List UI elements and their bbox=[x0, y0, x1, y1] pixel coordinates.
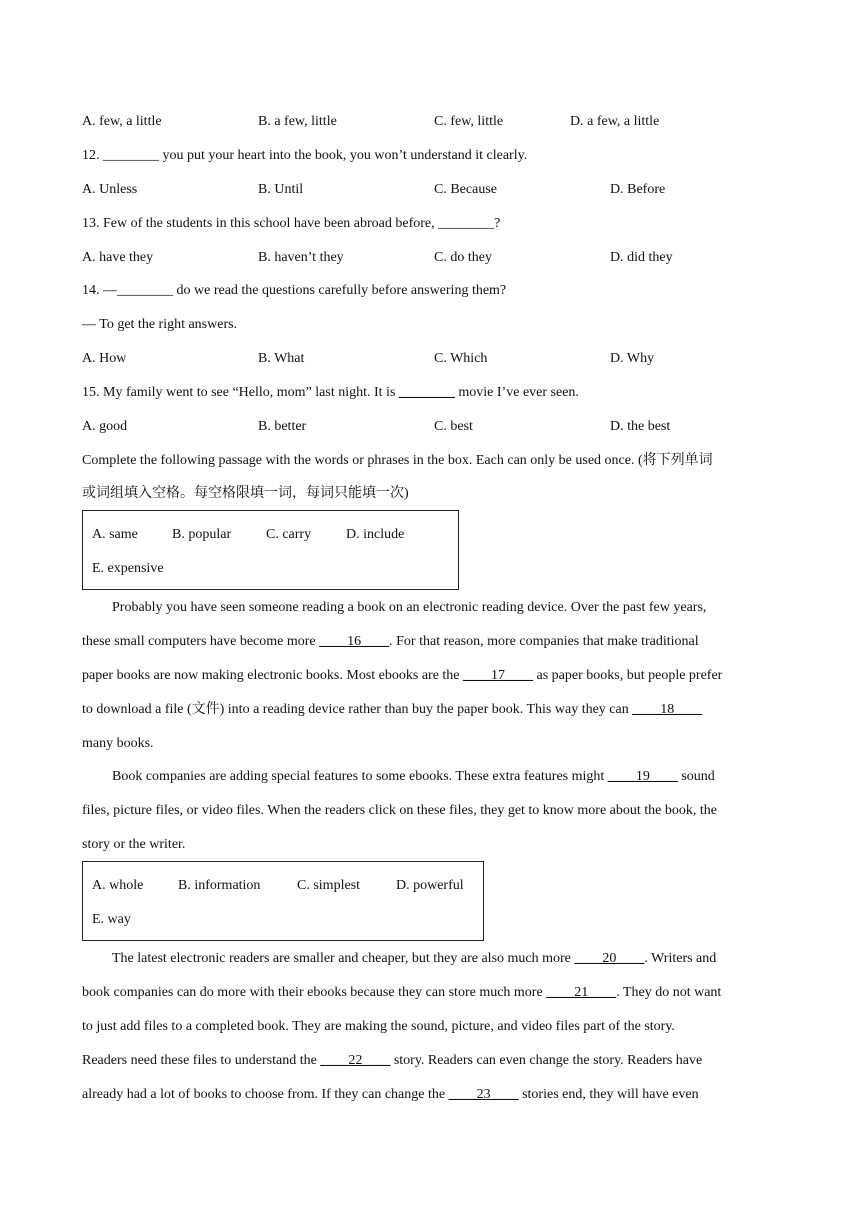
passage-3-line-2-text-b: . They do not want bbox=[616, 985, 722, 1000]
passage-3-line-2-text-a: book companies can do more with their ebooks because they can store much more bbox=[82, 985, 547, 1000]
word-box-2-option-c: C. simplest bbox=[297, 878, 361, 893]
passage-1-line-2-text-b: . For that reason, more companies that make traditional bbox=[389, 634, 699, 649]
word-box-1-option-a: A. same bbox=[92, 527, 138, 542]
blank-23: ____23____ bbox=[448, 1087, 519, 1102]
word-box-1-row-1 bbox=[92, 526, 492, 544]
q12-options bbox=[82, 181, 782, 199]
word-box-1-option-d: D. include bbox=[346, 527, 405, 542]
q15-blank: ________ bbox=[398, 385, 455, 400]
passage-2-line-1-text-a: Book companies are adding special features to some ebooks. These extra features might bbox=[112, 769, 608, 784]
q15-stem bbox=[82, 384, 579, 402]
q15-stem-after: movie I’ve ever seen. bbox=[454, 385, 579, 400]
q15-options bbox=[82, 418, 782, 436]
passage-1-line-4 bbox=[82, 701, 778, 719]
q12-option-b: B. Until bbox=[258, 182, 304, 197]
passage-3-line-1-text-a: The latest electronic readers are smaller and cheaper, but they are also much more bbox=[112, 951, 575, 966]
q14-options bbox=[82, 350, 782, 368]
passage-2-line-3: story or the writer. bbox=[82, 837, 186, 852]
q13-option-d: D. did they bbox=[610, 250, 673, 265]
word-box-2-option-b: B. information bbox=[178, 878, 261, 893]
passage-3-line-5-text-b: stories end, they will have even bbox=[518, 1087, 699, 1102]
blank-19: ____19____ bbox=[607, 769, 678, 784]
q13-option-a: A. have they bbox=[82, 250, 154, 265]
word-box-1-option-b: B. popular bbox=[172, 527, 232, 542]
passage-3-line-5 bbox=[82, 1086, 778, 1104]
passage-1-line-3 bbox=[82, 667, 778, 685]
passage-3-line-2 bbox=[82, 984, 778, 1002]
q15-option-a: A. good bbox=[82, 419, 128, 434]
q13-option-c: C. do they bbox=[434, 250, 492, 265]
q13-options bbox=[82, 249, 782, 267]
word-box-2-row-2 bbox=[92, 911, 492, 929]
q14-option-a: A. How bbox=[82, 351, 127, 366]
q14-reply: — To get the right answers. bbox=[82, 317, 238, 332]
passage-2-line-1-text-b: sound bbox=[677, 769, 715, 784]
passage-1-line-4-text-a: to download a file (文件) into a reading device rather than buy the paper book. This way they can bbox=[82, 702, 633, 717]
passage-3-line-4-text-b: story. Readers can even change the story. Readers have bbox=[390, 1053, 703, 1068]
blank-18: ____18____ bbox=[632, 702, 703, 717]
word-box-2-row-1 bbox=[92, 877, 492, 895]
q14-option-c: C. Which bbox=[434, 351, 488, 366]
q15-option-c: C. best bbox=[434, 419, 473, 434]
q14-option-b: B. What bbox=[258, 351, 305, 366]
passage-1-line-2 bbox=[82, 633, 778, 651]
q15-option-d: D. the best bbox=[610, 419, 671, 434]
word-box-2-option-a: A. whole bbox=[92, 878, 144, 893]
q11-option-d: D. a few, a little bbox=[570, 114, 660, 129]
instructions-line-1: Complete the following passage with the words or phrases in the box. Each can only be used once. (将下列单词 bbox=[82, 453, 713, 468]
passage-2-line-1 bbox=[82, 768, 778, 786]
q14-stem: 14. —________ do we read the questions carefully before answering them? bbox=[82, 283, 507, 298]
word-box-1-row-2 bbox=[92, 560, 492, 578]
q11-option-a: A. few, a little bbox=[82, 114, 162, 129]
blank-20: ____20____ bbox=[574, 951, 645, 966]
q13-stem: 13. Few of the students in this school have been abroad before, ________? bbox=[82, 216, 501, 231]
blank-22: ____22____ bbox=[320, 1053, 391, 1068]
passage-1-line-3-text-a: paper books are now making electronic books. Most ebooks are the bbox=[82, 668, 464, 683]
word-box-2-option-d: D. powerful bbox=[396, 878, 464, 893]
q12-option-c: C. Because bbox=[434, 182, 497, 197]
word-box-2-option-e: E. way bbox=[92, 912, 131, 927]
passage-1-line-5: many books. bbox=[82, 736, 154, 751]
q14-option-d: D. Why bbox=[610, 351, 655, 366]
q11-option-c: C. few, little bbox=[434, 114, 504, 129]
passage-3-line-1 bbox=[82, 950, 778, 968]
q15-stem-before: 15. My family went to see “Hello, mom” last night. It is bbox=[82, 385, 399, 400]
word-box-1-option-c: C. carry bbox=[266, 527, 312, 542]
blank-17: ____17____ bbox=[463, 668, 534, 683]
passage-3-line-1-text-b: . Writers and bbox=[644, 951, 717, 966]
blank-21: ____21____ bbox=[546, 985, 617, 1000]
passage-3-line-4 bbox=[82, 1052, 778, 1070]
passage-3-line-3: to just add files to a completed book. They are making the sound, picture, and video files part of the story. bbox=[82, 1019, 675, 1034]
passage-3-line-5-text-a: already had a lot of books to choose from. If they can change the bbox=[82, 1087, 449, 1102]
q12-option-a: A. Unless bbox=[82, 182, 138, 197]
blank-16: ____16____ bbox=[319, 634, 390, 649]
q11-options bbox=[82, 113, 782, 131]
passage-1-line-2-text-a: these small computers have become more bbox=[82, 634, 320, 649]
instructions-line-2: 或词组填入空格。每空格限填一词，每词只能填一次) bbox=[82, 486, 409, 501]
q13-option-b: B. haven’t they bbox=[258, 250, 344, 265]
passage-3-line-4-text-a: Readers need these files to understand the bbox=[82, 1053, 321, 1068]
passage-1-line-3-text-b: as paper books, but people prefer bbox=[533, 668, 723, 683]
passage-2-line-2: files, picture files, or video files. When the readers click on these files, they get to know more about the book, the bbox=[82, 803, 717, 818]
passage-1-line-1: Probably you have seen someone reading a book on an electronic reading device. Over the past few years, bbox=[112, 600, 707, 615]
q11-option-b: B. a few, little bbox=[258, 114, 337, 129]
q12-stem: 12. ________ you put your heart into the book, you won’t understand it clearly. bbox=[82, 148, 528, 163]
word-box-1-option-e: E. expensive bbox=[92, 561, 164, 576]
word-box-1 bbox=[82, 510, 459, 590]
word-box-2 bbox=[82, 861, 484, 941]
q15-option-b: B. better bbox=[258, 419, 307, 434]
q12-option-d: D. Before bbox=[610, 182, 666, 197]
